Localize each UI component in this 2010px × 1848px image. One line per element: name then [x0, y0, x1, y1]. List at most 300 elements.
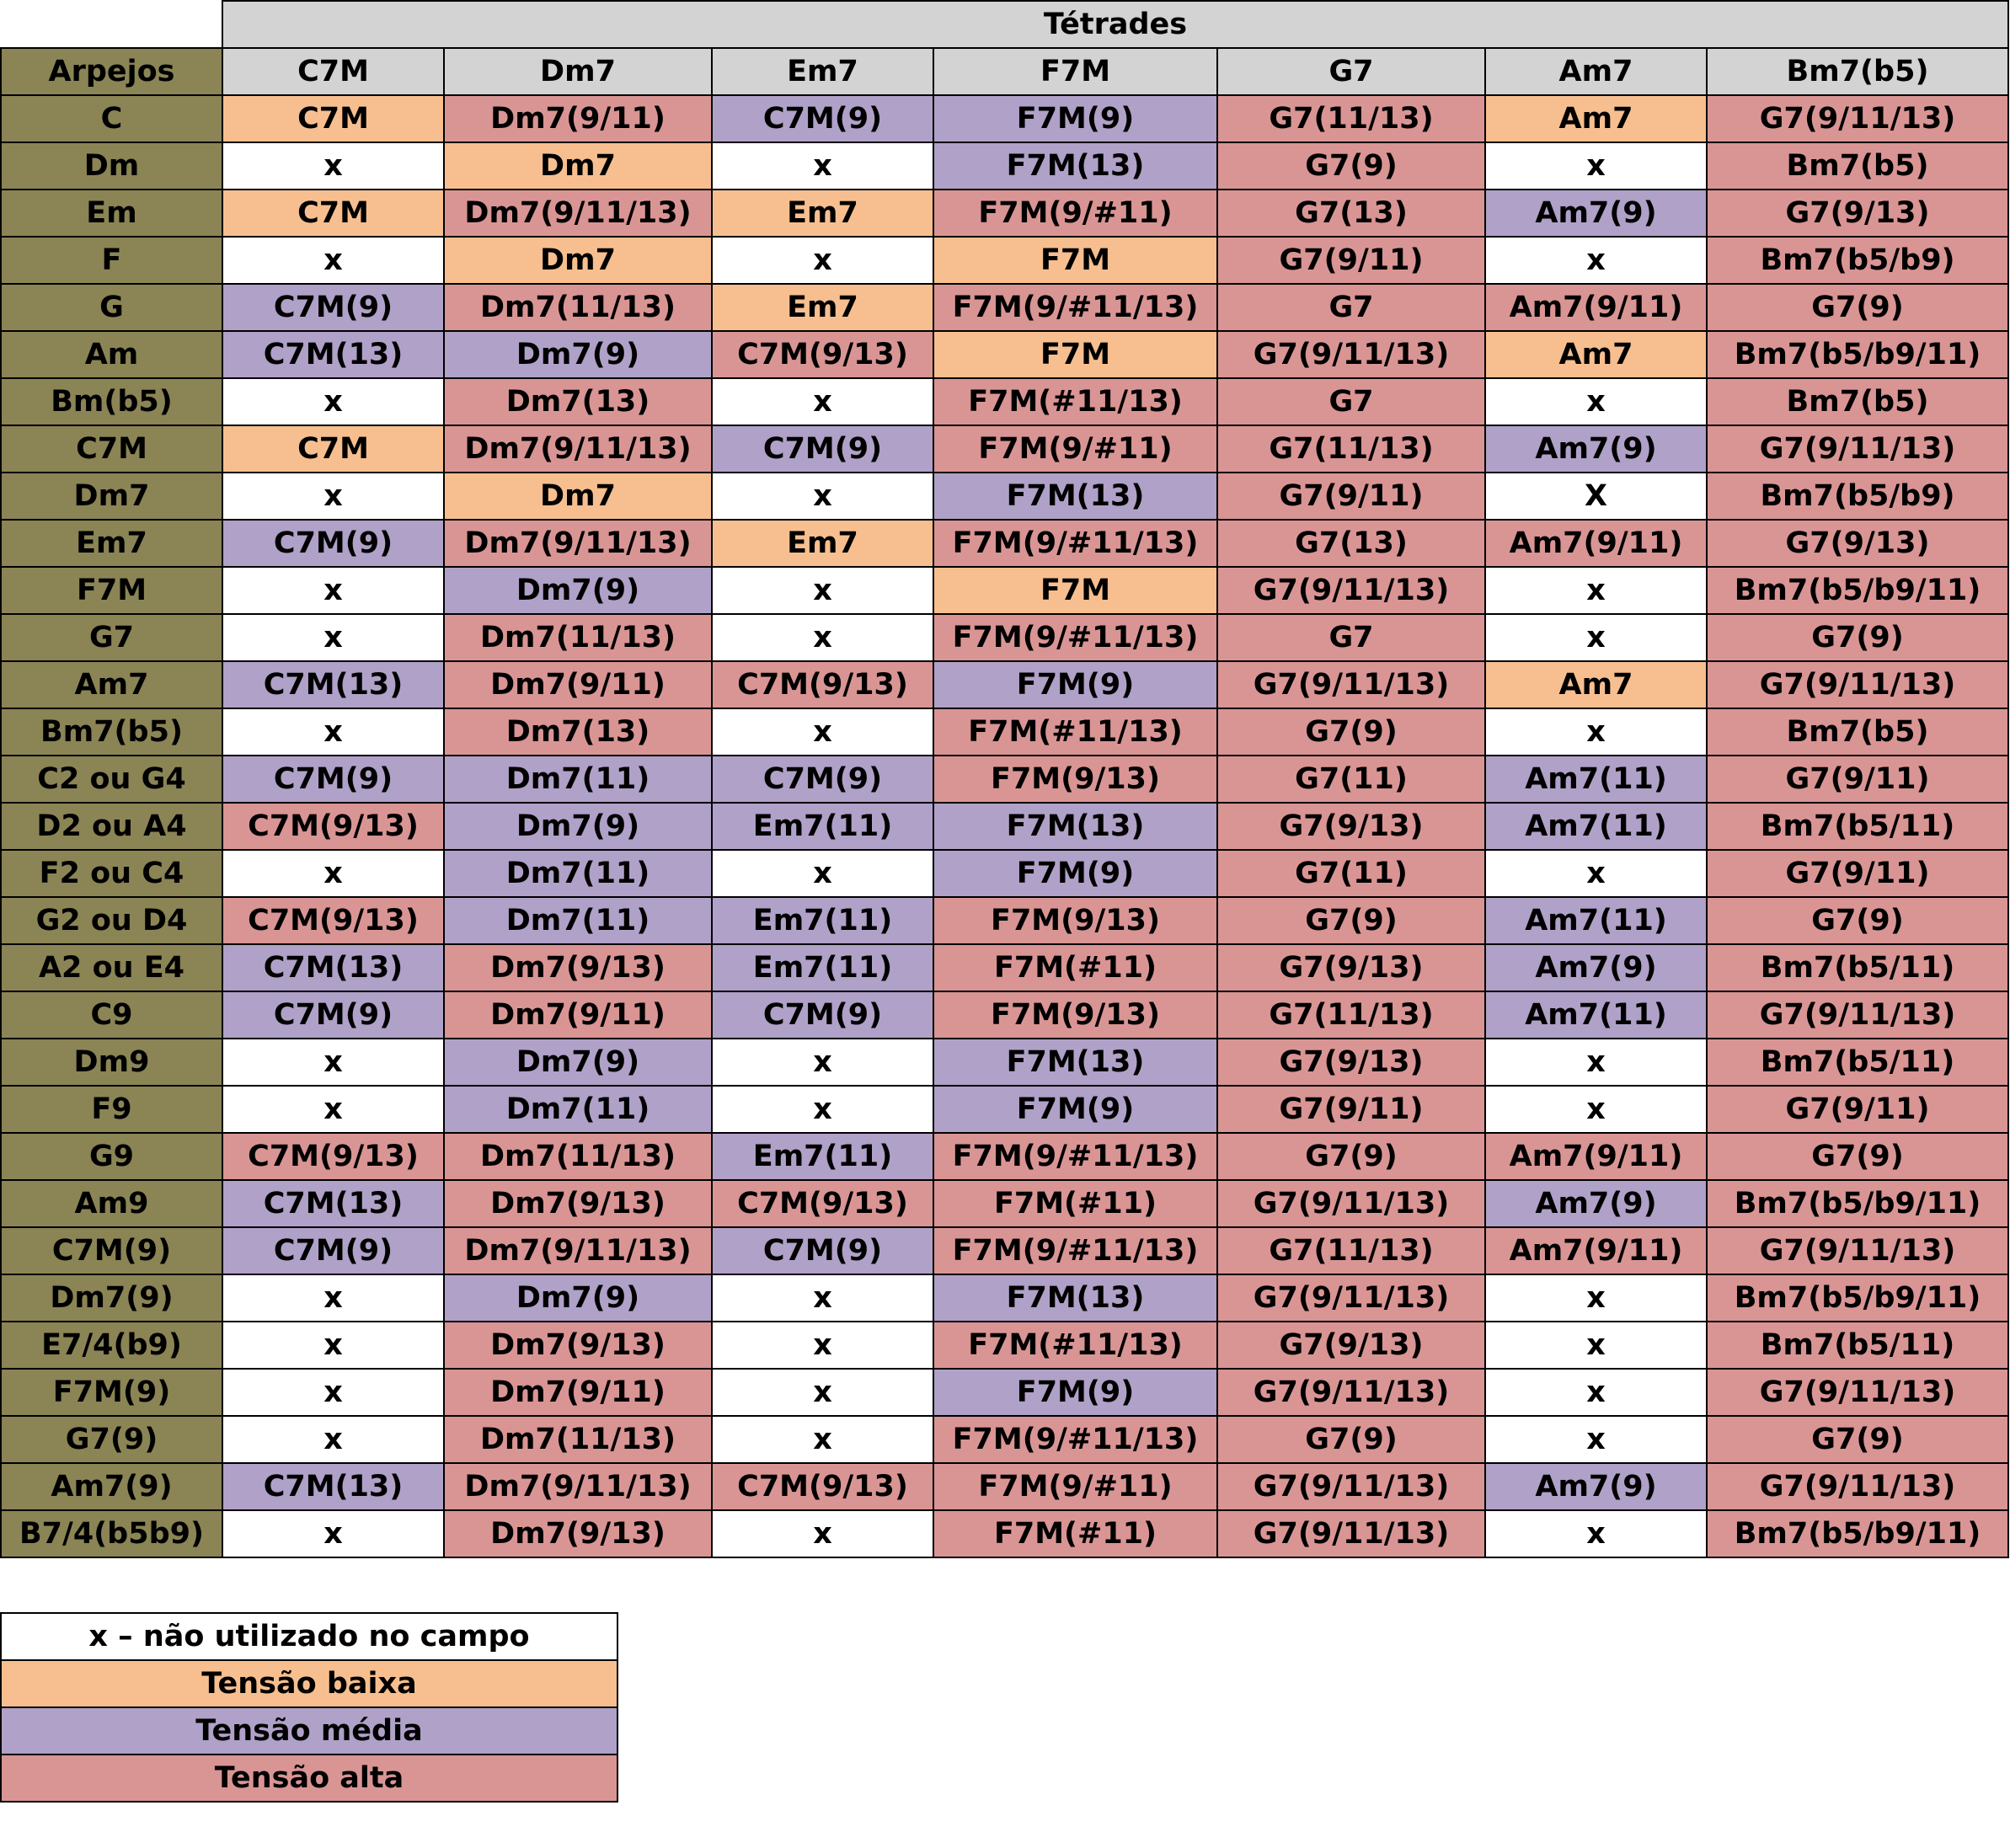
- chord-cell: x: [712, 1039, 933, 1086]
- chord-cell: Dm7(13): [444, 708, 712, 756]
- chord-cell: C7M(9): [712, 95, 933, 142]
- chord-cell: Am7(9/11): [1485, 284, 1707, 331]
- chord-cell: x: [1485, 708, 1707, 756]
- chord-cell: F7M(13): [933, 1039, 1217, 1086]
- chord-cell: G7(9): [1707, 284, 2008, 331]
- chord-cell: Dm7(9/13): [444, 1322, 712, 1369]
- chord-cell: C7M(9/13): [712, 661, 933, 708]
- legend-row: [1, 1660, 617, 1707]
- chord-cell: C7M(9): [222, 756, 444, 803]
- chord-cell: G7(9/13): [1707, 520, 2008, 567]
- chord-cell: Em7(11): [712, 1133, 933, 1180]
- chord-cell: F7M(9): [933, 95, 1217, 142]
- chord-cell: Am7(9): [1485, 190, 1707, 237]
- table-row: [1, 1369, 2008, 1416]
- chord-cell: Em7: [712, 520, 933, 567]
- chord-cell: Dm7(11/13): [444, 614, 712, 661]
- chord-cell: Em7: [712, 284, 933, 331]
- chord-cell: G7(9/11): [1707, 850, 2008, 897]
- chord-cell: F7M(9/#11/13): [933, 1416, 1217, 1463]
- chord-cell: G7(9/11): [1707, 756, 2008, 803]
- row-label: G: [1, 284, 222, 331]
- chord-cell: G7(13): [1217, 520, 1485, 567]
- table-row: [1, 284, 2008, 331]
- row-label: Am: [1, 331, 222, 378]
- table-row: [1, 520, 2008, 567]
- chord-cell: Dm7(11): [444, 756, 712, 803]
- chord-cell: G7(9): [1217, 708, 1485, 756]
- chord-cell: G7(9/11/13): [1707, 661, 2008, 708]
- chord-cell: Dm7(9/11/13): [444, 425, 712, 473]
- chord-cell: G7(9/11): [1217, 237, 1485, 284]
- chord-cell: x: [712, 567, 933, 614]
- column-header: F7M: [933, 48, 1217, 95]
- chord-cell: F7M(9/#11/13): [933, 520, 1217, 567]
- chord-cell: F7M(13): [933, 142, 1217, 190]
- chord-cell: C7M(9): [222, 991, 444, 1039]
- chord-cell: G7(9/11): [1217, 473, 1485, 520]
- row-label: F: [1, 237, 222, 284]
- chord-cell: x: [222, 708, 444, 756]
- chord-cell: x: [1485, 1322, 1707, 1369]
- table-row: [1, 803, 2008, 850]
- title-row: [1, 1, 2008, 48]
- chord-cell: Dm7(9/11): [444, 991, 712, 1039]
- legend-row: [1, 1755, 617, 1802]
- chord-cell: C7M(13): [222, 331, 444, 378]
- chord-cell: x: [1485, 614, 1707, 661]
- chord-cell: F7M(9/#11/13): [933, 284, 1217, 331]
- chord-cell: x: [222, 1322, 444, 1369]
- chord-cell: G7(11): [1217, 850, 1485, 897]
- chord-cell: Em7: [712, 190, 933, 237]
- row-label: C7M(9): [1, 1227, 222, 1274]
- chord-cell: Dm7(11/13): [444, 284, 712, 331]
- chord-cell: C7M(9/13): [712, 1463, 933, 1510]
- chord-cell: F7M(9): [933, 1086, 1217, 1133]
- table-row: [1, 661, 2008, 708]
- chord-cell: Am7(9/11): [1485, 1133, 1707, 1180]
- chord-cell: G7: [1217, 614, 1485, 661]
- chord-cell: Dm7(9/11): [444, 95, 712, 142]
- chord-cell: F7M(9/13): [933, 991, 1217, 1039]
- row-label: F7M(9): [1, 1369, 222, 1416]
- row-label: A2 ou E4: [1, 944, 222, 991]
- table-row: [1, 378, 2008, 425]
- chord-cell: G7(9): [1707, 614, 2008, 661]
- chord-cell: G7(9/11/13): [1217, 567, 1485, 614]
- chord-cell: F7M(#11/13): [933, 708, 1217, 756]
- chord-cell: x: [1485, 142, 1707, 190]
- chord-cell: C7M(13): [222, 661, 444, 708]
- chord-cell: F7M(9/#11): [933, 425, 1217, 473]
- row-label: B7/4(b5b9): [1, 1510, 222, 1557]
- row-label: E7/4(b9): [1, 1322, 222, 1369]
- chord-cell: Bm7(b5/11): [1707, 803, 2008, 850]
- chord-cell: C7M(9): [222, 284, 444, 331]
- row-label: C2 ou G4: [1, 756, 222, 803]
- chord-cell: x: [1485, 1039, 1707, 1086]
- chord-cell: x: [222, 1510, 444, 1557]
- chord-cell: x: [712, 473, 933, 520]
- row-label: C9: [1, 991, 222, 1039]
- chord-cell: Bm7(b5): [1707, 142, 2008, 190]
- chord-cell: F7M(9/13): [933, 756, 1217, 803]
- chord-cell: Bm7(b5): [1707, 708, 2008, 756]
- chord-cell: C7M(9): [222, 1227, 444, 1274]
- chord-cell: Dm7(9/13): [444, 1510, 712, 1557]
- chord-cell: G7(9/11/13): [1707, 95, 2008, 142]
- chord-cell: C7M(13): [222, 1463, 444, 1510]
- chord-cell: G7(9): [1217, 897, 1485, 944]
- row-label: F7M: [1, 567, 222, 614]
- chord-cell: x: [222, 237, 444, 284]
- legend-item: Tensão baixa: [1, 1660, 617, 1707]
- chord-cell: Dm7(11/13): [444, 1133, 712, 1180]
- column-header-row: [1, 48, 2008, 95]
- chord-cell: x: [712, 1369, 933, 1416]
- row-label: C: [1, 95, 222, 142]
- chord-cell: x: [222, 1274, 444, 1322]
- chord-cell: x: [222, 1086, 444, 1133]
- chord-cell: G7(9/13): [1217, 1322, 1485, 1369]
- chord-cell: F7M(13): [933, 803, 1217, 850]
- chord-cell: Am7(9): [1485, 1463, 1707, 1510]
- chord-cell: G7(9/11/13): [1217, 661, 1485, 708]
- corner-label: Arpejos: [1, 48, 222, 95]
- table-row: [1, 756, 2008, 803]
- chord-cell: G7(9/13): [1217, 803, 1485, 850]
- chord-cell: G7(9/11/13): [1217, 1180, 1485, 1227]
- row-label: G9: [1, 1133, 222, 1180]
- chord-cell: G7(11/13): [1217, 1227, 1485, 1274]
- row-label: Am9: [1, 1180, 222, 1227]
- table-row: [1, 331, 2008, 378]
- chord-cell: x: [222, 473, 444, 520]
- chord-cell: x: [1485, 1416, 1707, 1463]
- chord-cell: G7: [1217, 378, 1485, 425]
- chord-cell: Dm7(11/13): [444, 1416, 712, 1463]
- chord-cell: F7M(#11): [933, 1510, 1217, 1557]
- table-row: [1, 1274, 2008, 1322]
- table-row: [1, 614, 2008, 661]
- chord-cell: G7(9/13): [1707, 190, 2008, 237]
- chord-cell: Bm7(b5/11): [1707, 944, 2008, 991]
- chord-cell: x: [222, 1416, 444, 1463]
- chord-cell: Dm7(9): [444, 1039, 712, 1086]
- chord-cell: G7(9/11/13): [1217, 331, 1485, 378]
- chord-cell: x: [1485, 850, 1707, 897]
- chord-cell: C7M(9): [712, 425, 933, 473]
- chord-cell: G7(9/13): [1217, 944, 1485, 991]
- row-label: D2 ou A4: [1, 803, 222, 850]
- chord-cell: x: [712, 1416, 933, 1463]
- chord-cell: Dm7(9/11/13): [444, 520, 712, 567]
- table-row: [1, 1416, 2008, 1463]
- chord-cell: Dm7(9): [444, 803, 712, 850]
- row-label: Dm9: [1, 1039, 222, 1086]
- row-label: G7(9): [1, 1416, 222, 1463]
- chord-cell: Bm7(b5/b9): [1707, 473, 2008, 520]
- column-header: Am7: [1485, 48, 1707, 95]
- chord-cell: F7M: [933, 237, 1217, 284]
- chord-cell: x: [712, 378, 933, 425]
- row-label: F9: [1, 1086, 222, 1133]
- chord-cell: Am7(9): [1485, 944, 1707, 991]
- chord-cell: Dm7(9/11/13): [444, 1227, 712, 1274]
- chord-cell: x: [712, 1322, 933, 1369]
- chord-cell: Bm7(b5/11): [1707, 1039, 2008, 1086]
- table-row: [1, 473, 2008, 520]
- chord-cell: G7(9/13): [1217, 1039, 1485, 1086]
- table-row: [1, 1227, 2008, 1274]
- table-row: [1, 850, 2008, 897]
- chord-cell: F7M(9): [933, 661, 1217, 708]
- chord-cell: Dm7(9/11): [444, 1369, 712, 1416]
- table-row: [1, 142, 2008, 190]
- chord-cell: Dm7(11): [444, 1086, 712, 1133]
- chord-cell: F7M(13): [933, 1274, 1217, 1322]
- chord-cell: x: [1485, 378, 1707, 425]
- row-label: C7M: [1, 425, 222, 473]
- table-row: [1, 1133, 2008, 1180]
- chord-cell: Am7(9/11): [1485, 520, 1707, 567]
- chord-cell: Am7(11): [1485, 897, 1707, 944]
- chord-cell: Am7(9/11): [1485, 1227, 1707, 1274]
- chord-cell: C7M(9/13): [712, 1180, 933, 1227]
- chord-cell: Dm7: [444, 237, 712, 284]
- chord-cell: Dm7(13): [444, 378, 712, 425]
- chord-cell: G7(9/11): [1707, 1086, 2008, 1133]
- chord-cell: Dm7(9/13): [444, 944, 712, 991]
- chord-cell: x: [712, 1510, 933, 1557]
- chord-cell: x: [222, 142, 444, 190]
- chord-cell: x: [712, 237, 933, 284]
- chord-cell: C7M(13): [222, 944, 444, 991]
- chord-cell: G7(9/11/13): [1707, 425, 2008, 473]
- chord-cell: G7(9/11/13): [1217, 1463, 1485, 1510]
- chord-cell: Dm7(9/13): [444, 1180, 712, 1227]
- chord-cell: G7(9): [1707, 1133, 2008, 1180]
- chord-cell: C7M: [222, 425, 444, 473]
- chord-cell: F7M(9/#11): [933, 190, 1217, 237]
- chord-cell: F7M(#11): [933, 944, 1217, 991]
- chord-cell: x: [1485, 1369, 1707, 1416]
- chord-cell: Bm7(b5/b9): [1707, 237, 2008, 284]
- table-row: [1, 897, 2008, 944]
- chord-cell: x: [222, 378, 444, 425]
- row-label: Am7(9): [1, 1463, 222, 1510]
- chord-cell: G7(9/11/13): [1707, 1369, 2008, 1416]
- row-label: F2 ou C4: [1, 850, 222, 897]
- chord-cell: Am7(11): [1485, 803, 1707, 850]
- chord-cell: Bm7(b5/b9/11): [1707, 1180, 2008, 1227]
- chord-cell: Dm7(9): [444, 331, 712, 378]
- column-header: Bm7(b5): [1707, 48, 2008, 95]
- chord-cell: Am7(11): [1485, 756, 1707, 803]
- chord-cell: G7(9): [1707, 1416, 2008, 1463]
- row-label: G7: [1, 614, 222, 661]
- chord-cell: C7M(9): [712, 991, 933, 1039]
- chord-cell: G7(11/13): [1217, 95, 1485, 142]
- chord-cell: x: [222, 614, 444, 661]
- chord-cell: F7M(9/13): [933, 897, 1217, 944]
- empty-corner: [1, 1, 222, 48]
- table-row: [1, 708, 2008, 756]
- chord-cell: G7(9): [1217, 1133, 1485, 1180]
- legend-row: [1, 1707, 617, 1755]
- chord-cell: C7M(9/13): [712, 331, 933, 378]
- chord-cell: G7(11/13): [1217, 425, 1485, 473]
- column-header: Dm7: [444, 48, 712, 95]
- chord-cell: F7M: [933, 567, 1217, 614]
- table-row: [1, 1322, 2008, 1369]
- chord-cell: Dm7(11): [444, 850, 712, 897]
- table-row: [1, 190, 2008, 237]
- table-row: [1, 1463, 2008, 1510]
- chord-cell: F7M(9/#11): [933, 1463, 1217, 1510]
- chord-cell: x: [712, 1086, 933, 1133]
- chord-cell: x: [222, 850, 444, 897]
- chord-cell: Am7: [1485, 661, 1707, 708]
- chord-cell: F7M(9/#11/13): [933, 1227, 1217, 1274]
- table-row: [1, 944, 2008, 991]
- column-header: G7: [1217, 48, 1485, 95]
- chord-cell: F7M(13): [933, 473, 1217, 520]
- chord-cell: G7(11/13): [1217, 991, 1485, 1039]
- row-label: Am7: [1, 661, 222, 708]
- table-row: [1, 567, 2008, 614]
- table-title: Tétrades: [222, 1, 2008, 48]
- chord-cell: G7(11): [1217, 756, 1485, 803]
- chord-cell: Dm7: [444, 473, 712, 520]
- chord-cell: G7(9/11): [1217, 1086, 1485, 1133]
- chord-cell: G7(9/11/13): [1217, 1369, 1485, 1416]
- chord-cell: G7(9): [1217, 1416, 1485, 1463]
- chord-cell: x: [712, 1274, 933, 1322]
- legend-item: Tensão alta: [1, 1755, 617, 1802]
- chord-cell: x: [222, 1039, 444, 1086]
- chord-cell: Dm7(9): [444, 1274, 712, 1322]
- chord-cell: Dm7(9/11/13): [444, 190, 712, 237]
- chord-cell: x: [712, 708, 933, 756]
- chord-cell: x: [1485, 1086, 1707, 1133]
- chord-cell: Em7(11): [712, 897, 933, 944]
- chord-cell: X: [1485, 473, 1707, 520]
- chord-cell: Bm7(b5/b9/11): [1707, 567, 2008, 614]
- chord-cell: x: [712, 850, 933, 897]
- chord-cell: x: [1485, 1274, 1707, 1322]
- chord-cell: C7M(9): [712, 756, 933, 803]
- chord-cell: G7(9/11/13): [1707, 1227, 2008, 1274]
- table-row: [1, 237, 2008, 284]
- chord-cell: x: [712, 142, 933, 190]
- chord-cell: F7M(9): [933, 1369, 1217, 1416]
- row-label: Em7: [1, 520, 222, 567]
- chord-cell: C7M: [222, 95, 444, 142]
- row-label: Dm7: [1, 473, 222, 520]
- chord-cell: Em7(11): [712, 944, 933, 991]
- column-header: C7M: [222, 48, 444, 95]
- chord-cell: Bm7(b5/11): [1707, 1322, 2008, 1369]
- chord-cell: G7(9): [1707, 897, 2008, 944]
- table-row: [1, 1510, 2008, 1557]
- legend-item: Tensão média: [1, 1707, 617, 1755]
- chord-cell: G7: [1217, 284, 1485, 331]
- chord-cell: Bm7(b5): [1707, 378, 2008, 425]
- row-label: Bm7(b5): [1, 708, 222, 756]
- table-row: [1, 1086, 2008, 1133]
- table-row: [1, 991, 2008, 1039]
- chord-cell: C7M(9): [712, 1227, 933, 1274]
- chord-cell: x: [1485, 1510, 1707, 1557]
- chord-cell: F7M(9): [933, 850, 1217, 897]
- chord-cell: G7(9): [1217, 142, 1485, 190]
- legend-row: [1, 1613, 617, 1660]
- chord-cell: F7M(#11/13): [933, 378, 1217, 425]
- chord-cell: Dm7: [444, 142, 712, 190]
- row-label: Bm(b5): [1, 378, 222, 425]
- table-row: [1, 425, 2008, 473]
- chord-cell: Dm7(9): [444, 567, 712, 614]
- chord-cell: F7M(9/#11/13): [933, 614, 1217, 661]
- chord-cell: x: [1485, 237, 1707, 284]
- chord-cell: C7M(9/13): [222, 1133, 444, 1180]
- table-row: [1, 1180, 2008, 1227]
- chord-cell: C7M(9): [222, 520, 444, 567]
- chord-cell: x: [222, 1369, 444, 1416]
- chord-cell: Am7: [1485, 331, 1707, 378]
- chord-cell: x: [222, 567, 444, 614]
- chord-cell: F7M(9/#11/13): [933, 1133, 1217, 1180]
- chord-cell: Am7(9): [1485, 425, 1707, 473]
- chord-cell: x: [1485, 567, 1707, 614]
- row-label: Dm: [1, 142, 222, 190]
- chord-cell: F7M: [933, 331, 1217, 378]
- chord-cell: C7M(9/13): [222, 803, 444, 850]
- chord-cell: Dm7(9/11/13): [444, 1463, 712, 1510]
- row-label: Em: [1, 190, 222, 237]
- legend-table: [0, 1612, 618, 1803]
- chord-cell: Bm7(b5/b9/11): [1707, 1510, 2008, 1557]
- chord-cell: x: [712, 614, 933, 661]
- chord-cell: G7(9/11/13): [1707, 1463, 2008, 1510]
- chord-cell: C7M(9/13): [222, 897, 444, 944]
- table-row: [1, 95, 2008, 142]
- row-label: G2 ou D4: [1, 897, 222, 944]
- table-row: [1, 1039, 2008, 1086]
- chord-cell: G7(9/11/13): [1217, 1274, 1485, 1322]
- chord-cell: G7(9/11/13): [1217, 1510, 1485, 1557]
- column-header: Em7: [712, 48, 933, 95]
- chord-cell: C7M: [222, 190, 444, 237]
- chord-cell: F7M(#11/13): [933, 1322, 1217, 1369]
- legend-item: x – não utilizado no campo: [1, 1613, 617, 1660]
- chord-cell: Bm7(b5/b9/11): [1707, 331, 2008, 378]
- chord-cell: C7M(13): [222, 1180, 444, 1227]
- chord-cell: Dm7(11): [444, 897, 712, 944]
- chord-cell: Em7(11): [712, 803, 933, 850]
- chord-cell: Am7(9): [1485, 1180, 1707, 1227]
- chord-cell: Am7(11): [1485, 991, 1707, 1039]
- chord-cell: G7(9/11/13): [1707, 991, 2008, 1039]
- row-label: Dm7(9): [1, 1274, 222, 1322]
- chord-cell: Am7: [1485, 95, 1707, 142]
- chord-cell: F7M(#11): [933, 1180, 1217, 1227]
- chord-cell: G7(13): [1217, 190, 1485, 237]
- chord-cell: Bm7(b5/b9/11): [1707, 1274, 2008, 1322]
- chord-cell: Dm7(9/11): [444, 661, 712, 708]
